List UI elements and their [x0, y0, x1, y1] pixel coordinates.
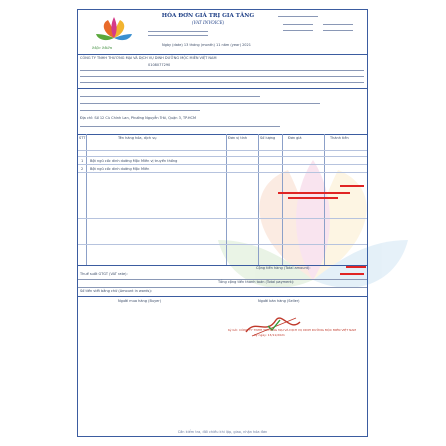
row-index: 2	[81, 167, 84, 171]
header-index: STT	[79, 136, 86, 140]
invoice-subtitle: (VAT INVOICE)	[191, 20, 225, 25]
signed-by-text: Ký bởi: CÔNG TY TNHH THƯƠNG MẠI VÀ DỊCH VỤ DINH DƯỠNG MỘC MIÊN VIỆT NAM	[228, 328, 356, 332]
serial-rule	[283, 24, 313, 25]
buyer-rule	[80, 110, 200, 111]
table-column-line	[86, 134, 87, 266]
red-highlight-mark	[288, 197, 338, 199]
table-row	[78, 164, 367, 165]
buyer-rule	[80, 126, 280, 127]
table-rule	[78, 156, 367, 157]
header-item: Tên hàng hóa, dịch vụ	[118, 136, 157, 140]
number-rule	[323, 30, 353, 31]
seller-rule	[80, 76, 364, 77]
invoice-title: HÓA ĐƠN GIÁ TRỊ GIA TĂNG	[161, 13, 255, 19]
header-rule	[148, 35, 208, 36]
table-row	[78, 218, 367, 219]
buyer-signature-label: Người mua hàng (Buyer)	[118, 299, 162, 303]
header-rule	[148, 31, 208, 32]
buyer-rule	[80, 103, 320, 104]
vat-rate-label: Thuế suất GTGT (VAT rate):	[80, 272, 128, 276]
form-code-rule	[278, 16, 318, 17]
seller-rule	[80, 82, 364, 83]
invoice-footer: Cần kiểm tra, đối chiếu khi lập, giao, nhận hóa đơn	[177, 430, 268, 434]
red-highlight-mark	[346, 266, 366, 268]
totals-rule	[78, 287, 367, 288]
seller-signature-label: Người bán hàng (Seller)	[258, 299, 300, 303]
table-column-line	[324, 134, 325, 266]
row-item-name: Bột ngũ cốc dinh dưỡng Mộc Miên vị truyền thống	[90, 159, 178, 163]
brand-name: Mộc Miên	[92, 45, 113, 50]
total-amount-label: Cộng tiền hàng (Total amount):	[256, 266, 311, 270]
header-amount: Thành tiền	[330, 136, 349, 140]
table-column-line	[226, 134, 227, 266]
seller-rule	[80, 70, 364, 71]
table-row	[78, 172, 367, 173]
red-highlight-mark	[278, 192, 350, 194]
buyer-rule	[80, 96, 260, 97]
table-header-rule	[78, 150, 367, 151]
signed-date-text: Ký ngày: 13/11/2021	[254, 333, 285, 337]
grand-total-label: Tổng cộng tiền thanh toán (Total payment):	[218, 280, 295, 284]
items-table	[78, 134, 367, 266]
serial-rule	[323, 24, 353, 25]
header-qty: Số lượng	[260, 136, 276, 140]
table-column-line	[282, 134, 283, 266]
seller-tax-code: 0108077290	[148, 63, 171, 67]
buyer-address: Địa chỉ: Số 12 Cù Chính Lan, Phường Nguyễn Trãi, Quận 3, TP.HCM	[80, 116, 196, 120]
red-highlight-mark	[340, 273, 364, 275]
invoice-header	[78, 10, 367, 55]
invoice-date: Ngày (date) 13 tháng (month) 11 năm (year) 2021	[162, 43, 251, 47]
table-column-line	[258, 134, 259, 266]
table-bottom-border	[78, 265, 367, 266]
table-row	[78, 244, 367, 245]
header-price: Đơn giá	[288, 136, 302, 140]
row-index: 1	[81, 159, 84, 163]
amount-in-words: Số tiền viết bằng chữ (Amount in words):	[80, 289, 152, 293]
red-highlight-mark	[340, 185, 364, 187]
number-rule	[283, 30, 313, 31]
section-divider	[78, 88, 367, 89]
invoice-page	[77, 9, 368, 437]
row-item-name: Bột ngũ cốc dinh dưỡng Mộc Miên	[90, 167, 150, 171]
section-divider	[78, 296, 367, 297]
seller-name: CÔNG TY TNHH THƯƠNG MẠI VÀ DỊCH VỤ DINH DƯỠNG MỘC MIÊN VIỆT NAM	[80, 56, 217, 60]
header-unit: Đơn vị tính	[228, 136, 248, 140]
